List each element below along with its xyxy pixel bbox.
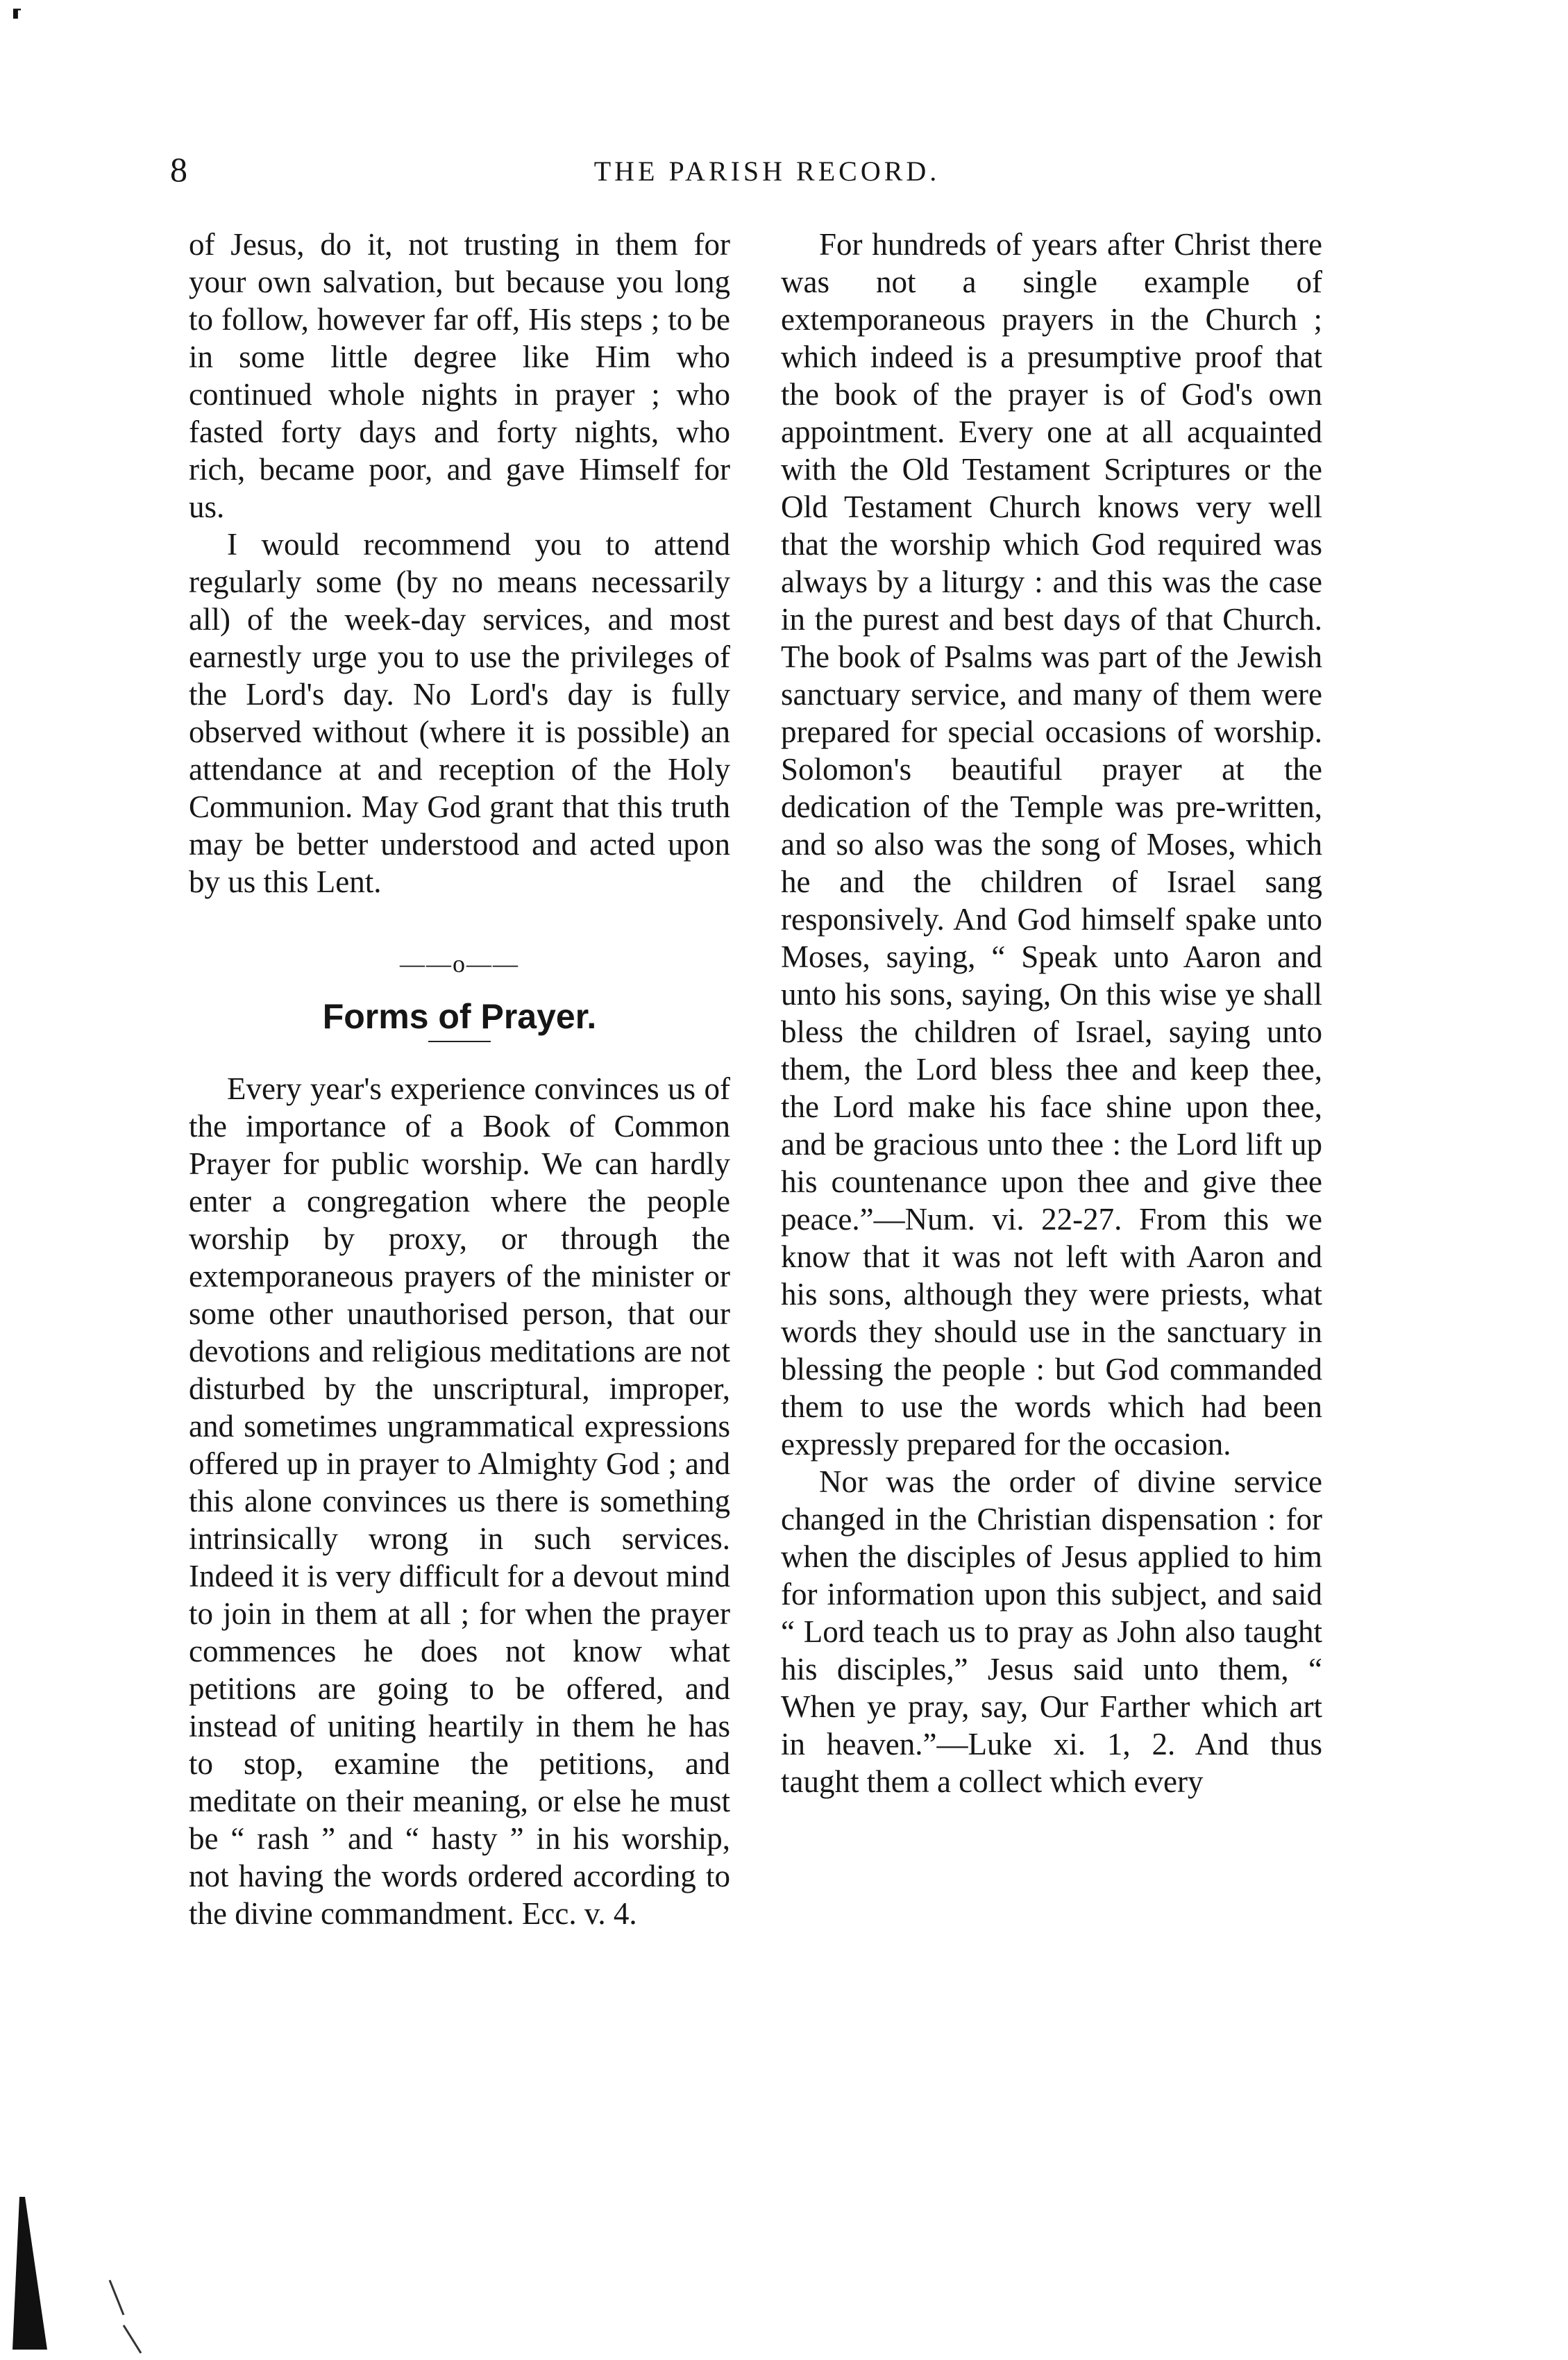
page-header	[170, 149, 1364, 198]
page-number: 8	[170, 150, 187, 189]
section-ornament: ——o——	[400, 950, 519, 978]
section-title: Forms of Prayer.	[322, 997, 597, 1036]
left-paragraph-3: Every year's experience convinces us of the importance of a Book of Common Prayer for public worship. We can hardly enter a congregation where the people worship by proxy, or through the extemporaneous prayers of the minister or some other unauthorised person, that our devotions and religious meditations are not disturbed by the unscriptural, improper, and sometimes ungrammatical expressions offered up in prayer to Almighty God ; and this alone convinces us there is something intrinsically wrong in such services. Indeed it is very difficult for a devout mind to join in them at all ; for when the prayer commences he does not know what petitions are going to be offered, and instead of uniting heartily in them he has to stop, examine the petitions, and meditate on their meaning, or else he must be “ rash ” and “ hasty ” in his worship, not having the words ordered according to the divine commandment. Ecc. v. 4.	[189, 1071, 730, 1931]
left-paragraph-2: I would recommend you to attend regularly some (by no means necessarily all) of the week-day services, and most earnestly urge you to use the privileges of the Lord's day. No Lord's day is fully observed without (where it is possible) an attendance at and reception of the Holy Communion. May God grant that this truth may be better understood and acted upon by us this Lent.	[189, 527, 730, 899]
scan-edge-mark	[6, 2176, 144, 2357]
left-column	[189, 226, 730, 1932]
right-paragraph-2: Nor was the order of divine service changed in the Christian dispensation : for when the disciples of Jesus applied to him for information upon this subject, and said “ Lord teach us to pray as John also taught his disciples,” Jesus said unto them, “ When ye pray, say, Our Farther which art in heaven.”—Luke xi. 1, 2. And thus taught them a collect which every	[781, 1464, 1322, 1799]
right-column	[781, 226, 1322, 1800]
title-rule	[428, 1041, 491, 1042]
right-paragraph-1: For hundreds of years after Christ there was not a single example of extemporaneous prayers in the Church ; which indeed is a presumptive proof that the book of the prayer is of God's own appointment. Every one at all acquainted with the Old Testament Scriptures or the Old Testament Church knows very well that the worship which God required was always by a liturgy : and this was the case in the purest and best days of that Church. The book of Psalms was part of the Jewish sanctuary service, and many of them were prepared for special occasions of worship. Solomon's beautiful prayer at the dedication of the Temple was pre-written, and so also was the song of Moses, which he and the children of Israel sang responsively. And God himself spake unto Moses, saying, “ Speak unto Aaron and unto his sons, saying, On this wise ye shall bless the children of Israel, saying unto them, the Lord bless thee and keep thee, the Lord make his face shine upon thee, and be gracious unto thee : the Lord lift up his countenance upon thee and give thee peace.”—Num. vi. 22-27. From this we know that it was not left with Aaron and his sons, although they were priests, what words they should use in the sanctuary in blessing the people : but God commanded them to use the words which had been expressly prepared for the occasion.	[781, 227, 1322, 1462]
running-title: THE PARISH RECORD.	[593, 156, 941, 187]
scan-corner-mark: ⸢	[10, 5, 23, 36]
left-paragraph-1: of Jesus, do it, not trusting in them for your own salvation, but because you long to follow, however far off, His steps ; to be in some little degree like Him who continued whole nights in prayer ; who fasted forty days and forty nights, who rich, became poor, and gave Himself for us.	[189, 227, 730, 524]
